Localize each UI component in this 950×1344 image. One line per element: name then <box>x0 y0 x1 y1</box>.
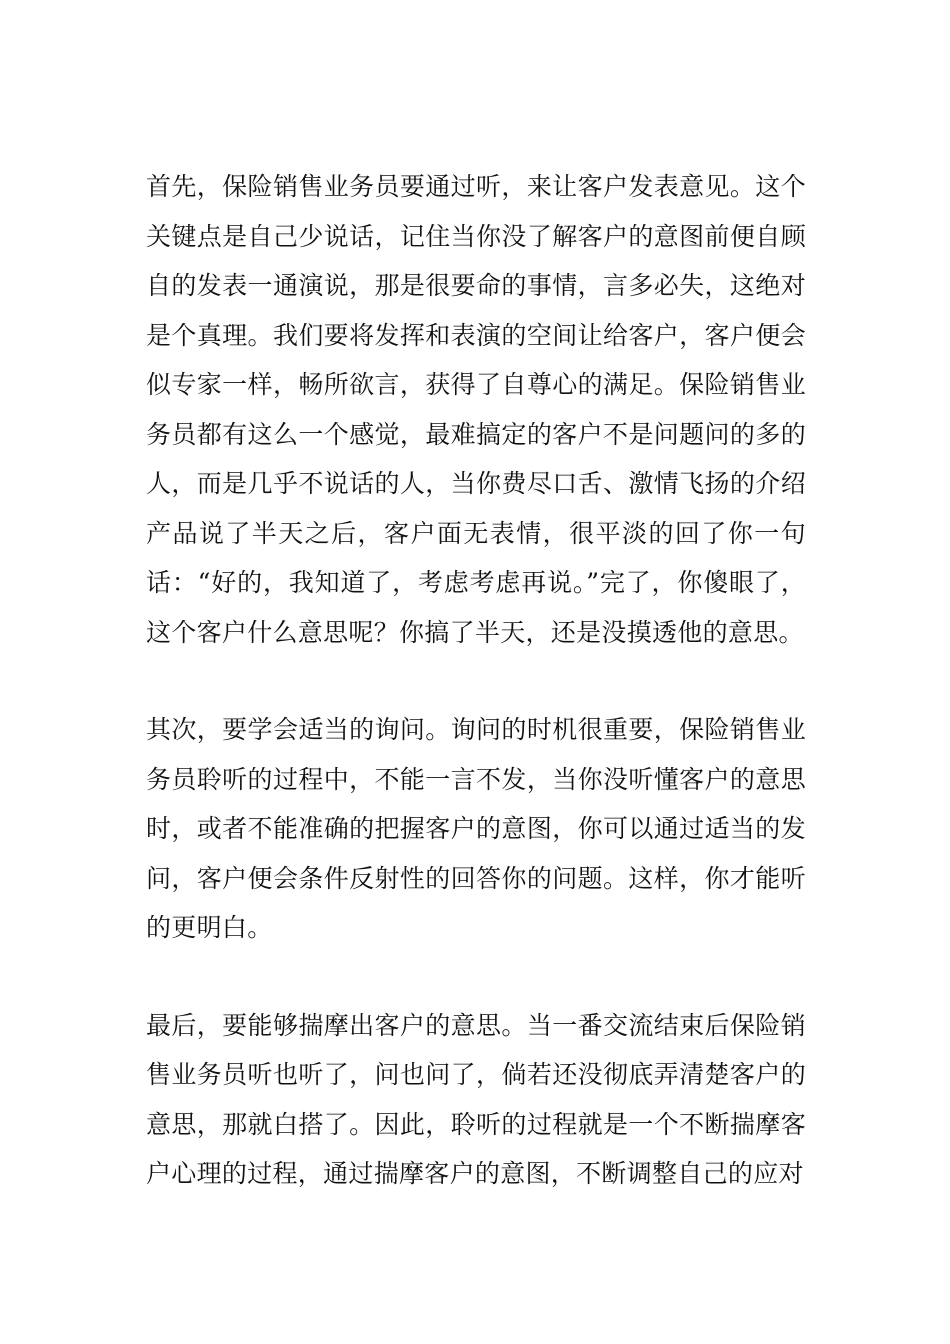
paragraph-understanding: 最后，要能够揣摩出客户的意思。当一番交流结束后保险销售业务员听也听了，问也问了，倘若还没彻底弄清楚客户的意思，那就白搭了。因此，聆听的过程就是一个不断揣摩客户心理的过程，通过揣摩客户的意图，不断调整自己的应对 <box>146 1010 806 1188</box>
paragraph-listening: 首先，保险销售业务员要通过听，来让客户发表意见。这个关键点是自己少说话，记住当你没了解客户的意图前便自顾自的发表一通演说，那是很要命的事情，言多必失，这绝对是个真理。我们要将发挥和表演的空间让给客户，客户便会似专家一样，畅所欲言，获得了自尊心的满足。保险销售业务员都有这么一个感觉，最难搞定的客户不是问题问的多的人，而是几乎不说话的人，当你费尽口舌、激情飞扬的介绍产品说了半天之后，客户面无表情，很平淡的回了你一句话：“好的，我知道了，考虑考虑再说。”完了，你傻眼了，这个客户什么意思呢？你搞了半天，还是没摸透他的意思。 <box>146 172 806 647</box>
document-body <box>146 162 806 1199</box>
paragraph-asking: 其次，要学会适当的询问。询问的时机很重要，保险销售业务员聆听的过程中，不能一言不发，当你没听懂客户的意思时，或者不能准确的把握客户的意图，你可以通过适当的发问，客户便会条件反射性的回答你的问题。这样，你才能听的更明白。 <box>146 715 806 942</box>
